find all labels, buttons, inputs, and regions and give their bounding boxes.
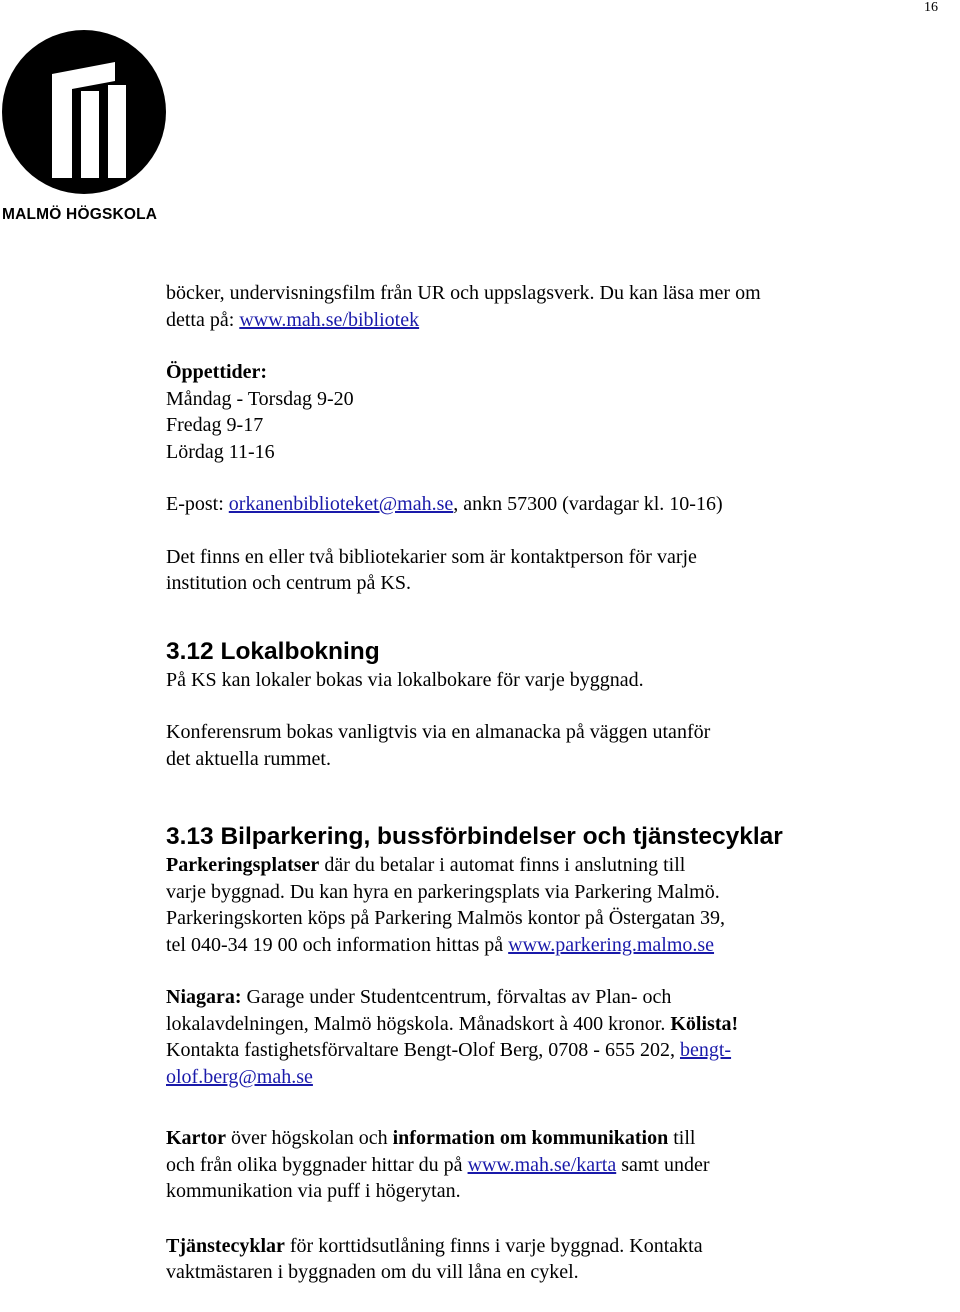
section-heading-3-13: 3.13 Bilparkering, bussförbindelser och tjänstecyklar bbox=[166, 823, 783, 850]
text: Konferensrum bokas vanligtvis via en almanacka på väggen utanför bbox=[166, 721, 711, 743]
page-number: 16 bbox=[924, 0, 938, 15]
text: böcker, undervisningsfilm från UR och uppslagsverk. Du kan läsa mer om bbox=[166, 282, 761, 304]
section-heading-3-12: 3.12 Lokalbokning bbox=[166, 637, 380, 665]
text: över högskolan och bbox=[225, 1127, 393, 1149]
email-link[interactable]: bengt- bbox=[679, 1039, 732, 1061]
text: E-post: bbox=[166, 493, 229, 515]
bold-term: Parkeringsplatser bbox=[166, 854, 320, 876]
library-intro bbox=[166, 280, 886, 333]
bold-term: Kartor bbox=[166, 1127, 226, 1149]
text: tel 040-34 19 00 och information hittas på bbox=[166, 933, 509, 956]
text: kommunikation via puff i högerytan. bbox=[166, 1180, 461, 1202]
logo-wordmark: MALMÖ HÖGSKOLA bbox=[2, 206, 158, 223]
text: På KS kan lokaler bokas via lokalbokare för varje byggnad. bbox=[166, 668, 644, 691]
text: Garage under Studentcentrum, förvaltas av Plan- och bbox=[241, 986, 672, 1008]
bold-term: Kölista! bbox=[670, 1012, 739, 1035]
email-link[interactable]: orkanenbiblioteket@mah.se bbox=[228, 493, 454, 515]
text: , ankn 57300 (vardagar kl. 10-16) bbox=[453, 493, 723, 515]
library-link[interactable]: www.mah.se/bibliotek bbox=[239, 308, 420, 331]
text: till bbox=[668, 1127, 696, 1149]
bold-term: information om kommunikation bbox=[392, 1127, 669, 1149]
library-email bbox=[166, 491, 886, 518]
document-body bbox=[166, 280, 886, 1286]
parking-link[interactable]: www.parkering.malmo.se bbox=[508, 933, 715, 956]
hours-line: Lördag 11-16 bbox=[166, 440, 275, 463]
text: institution och centrum på KS. bbox=[166, 572, 411, 594]
text: och från olika byggnader hittar du på bbox=[166, 1153, 468, 1176]
map-link[interactable]: www.mah.se/karta bbox=[467, 1153, 617, 1176]
bold-term: Tjänstecyklar bbox=[166, 1234, 285, 1257]
library-contact bbox=[166, 544, 886, 597]
text: varje byggnad. Du kan hyra en parkeringsplats via Parkering Malmö. bbox=[166, 880, 720, 903]
malmo-hogskola-logo bbox=[0, 28, 172, 228]
maps-text bbox=[166, 1125, 886, 1205]
text: detta på: bbox=[166, 308, 240, 331]
text: Det finns en eller två bibliotekarier som är kontaktperson för varje bbox=[166, 545, 697, 568]
text: samt under bbox=[616, 1153, 710, 1176]
booking-text bbox=[166, 667, 886, 694]
text: Kontakta fastighetsförvaltare Bengt-Olof Berg, 0708 - 655 202, bbox=[166, 1039, 680, 1061]
hours-title: Öppettider: bbox=[166, 361, 268, 383]
text: vaktmästaren i byggnaden om du vill låna en cykel. bbox=[166, 1261, 579, 1283]
conference-text bbox=[166, 719, 886, 772]
text: lokalavdelningen, Malmö högskola. Månadskort à 400 kronor. bbox=[166, 1012, 671, 1035]
text: för korttidsutlåning finns i varje byggnad. Kontakta bbox=[284, 1234, 703, 1257]
text: det aktuella rummet. bbox=[166, 747, 331, 770]
text: Parkeringskorten köps på Parkering Malmös kontor på Östergatan 39, bbox=[166, 907, 725, 929]
opening-hours bbox=[166, 359, 886, 465]
hours-line: Måndag - Torsdag 9-20 bbox=[166, 387, 354, 410]
text: där du betalar i automat finns i anslutning till bbox=[319, 854, 686, 876]
email-link[interactable]: olof.berg@mah.se bbox=[166, 1065, 313, 1088]
niagara-text bbox=[166, 984, 886, 1090]
bold-term: Niagara: bbox=[166, 986, 242, 1008]
parking-text bbox=[166, 852, 886, 958]
bikes-text bbox=[166, 1233, 886, 1286]
hours-line: Fredag 9-17 bbox=[166, 414, 264, 436]
